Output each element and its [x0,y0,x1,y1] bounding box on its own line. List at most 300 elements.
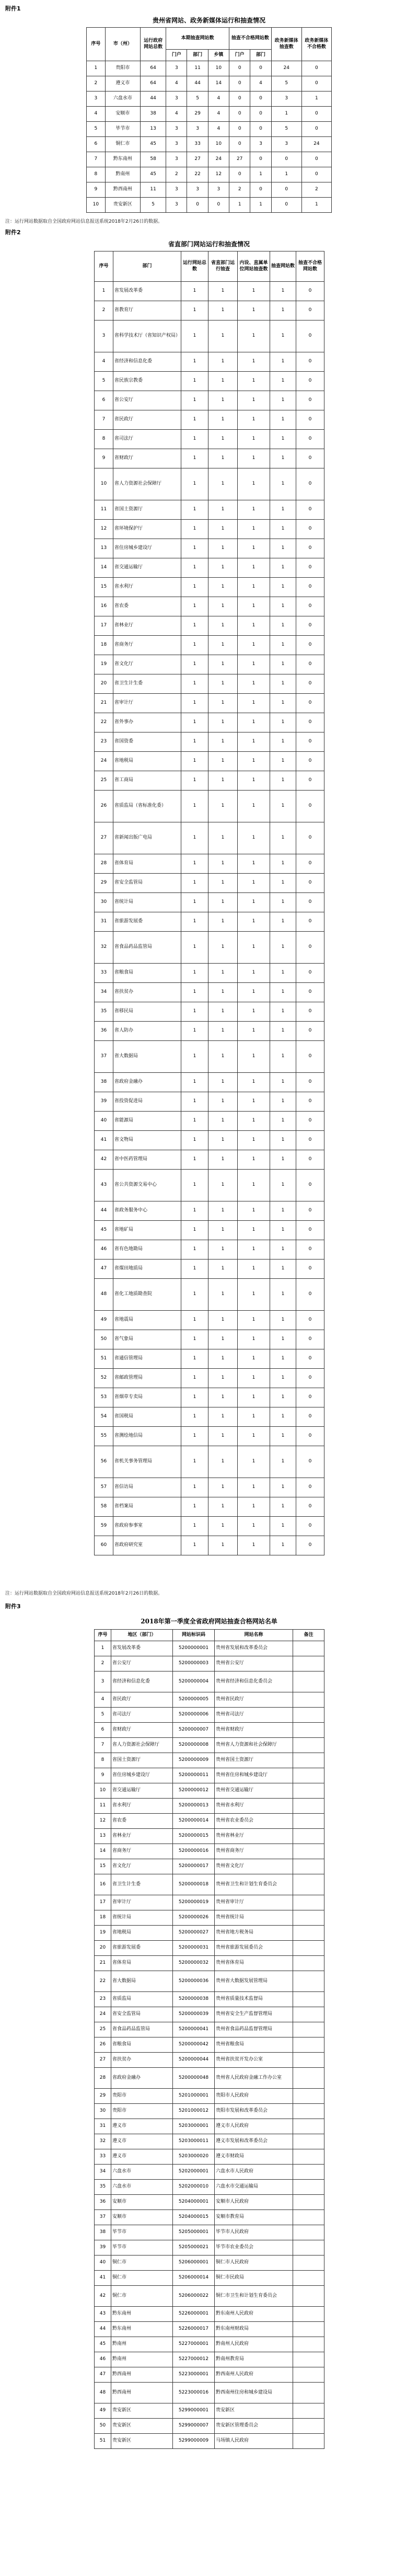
table-cell: 黔西南州 [111,2383,173,2403]
table-cell: 3 [166,152,187,167]
table-cell: 省发展改革委 [113,282,181,301]
table-cell: 1 [238,1427,270,1446]
table-cell: 2 [87,76,106,91]
table-cell: 31 [95,912,113,932]
table-row [95,1092,324,1112]
table-cell: 0 [296,558,324,578]
table-cell: 遵义市财政局 [215,2149,293,2165]
table-row [95,282,324,301]
table-cell: 1 [238,1497,270,1517]
table-row [87,182,332,198]
table-cell: 0 [296,320,324,352]
attachment-1-label: 附件1 [5,5,21,12]
table-cell: 9 [95,449,113,468]
table-cell: 35 [95,2180,111,2195]
table-cell: 1 [181,1369,208,1388]
table-row [95,1671,324,1692]
table-row [95,771,324,791]
table-cell: 0 [296,1311,324,1330]
table-cell [293,1692,324,1708]
table-cell: 4 [95,352,113,372]
table-cell: 46 [95,2352,111,2367]
table-cell: 1 [238,320,270,352]
table-cell: 省安全监管局 [113,874,181,893]
table-cell: 0 [296,1022,324,1041]
table-cell: 0 [296,597,324,616]
table-cell [293,2195,324,2210]
table-cell: 1 [270,578,296,597]
table-cell: 0 [296,1260,324,1279]
table-cell: 1 [238,713,270,732]
table-cell: 省大数据局 [111,1971,173,1992]
table-cell: 铜仁市 [111,2256,173,2271]
table-cell: 16 [95,1874,111,1895]
table-1 [86,27,332,213]
table-cell: 0 [296,468,324,500]
table-cell [293,1971,324,1992]
table-cell: 1 [270,1260,296,1279]
table-cell: 贵州省民政厅 [215,1692,293,1708]
table-cell: 49 [95,1311,113,1330]
table-1-title: 贵州省网站、政务新媒体运行和抽查情况 [152,17,265,24]
table-cell [293,2419,324,2434]
table-cell: 1 [270,1446,296,1478]
table-row [95,636,324,655]
table-cell: 1 [181,1279,208,1311]
table-cell: 1 [238,932,270,964]
table-cell: 1 [238,301,270,320]
table-cell: 0 [271,198,301,213]
table-cell: 黔东南州财政局 [215,2322,293,2337]
table-cell: 45 [95,2337,111,2352]
column-header: 抽查网站数 [270,251,296,282]
table-row [95,1150,324,1170]
header-fail-portal: 门户 [229,50,250,61]
table-cell: 1 [238,1112,270,1131]
table-cell: 贵阳市发展和改革委员会 [215,2104,293,2119]
table-cell: 3 [187,182,208,198]
table-cell: 贵阳市 [105,61,140,76]
table-cell [293,2053,324,2068]
table-cell: 0 [296,932,324,964]
table-row [95,912,324,932]
table-cell: 马场镇人民政府 [215,2434,293,2449]
table-cell: 0 [250,91,271,107]
table-cell: 省农委 [111,1814,173,1829]
table-cell: 1 [270,1407,296,1427]
table-cell: 六盘水市 [111,2180,173,2195]
table-cell: 1 [238,854,270,874]
table-row [95,1446,324,1478]
table-row [95,1992,324,2007]
table-cell: 省民政厅 [111,1692,173,1708]
table-cell: 26 [95,2037,111,2053]
table-cell: 1 [208,1330,238,1349]
table-cell: 1 [181,1170,208,1201]
table-cell: 1 [270,1092,296,1112]
table-cell: 24 [271,61,301,76]
table-cell: 5226000001 [173,2307,215,2322]
table-cell: 11 [95,1799,111,1814]
table-cell: 省扶贫办 [113,983,181,1002]
table-cell: 0 [250,182,271,198]
header-inspected-dept: 部门 [187,50,208,61]
table-cell: 1 [270,597,296,616]
table-cell: 省国资委 [113,732,181,752]
table-cell: 1 [270,912,296,932]
table-row [95,1279,324,1311]
table-cell: 1 [238,1260,270,1279]
table-cell: 5299000009 [173,2434,215,2449]
header-mobile: 政务新媒体抽查数 [271,28,301,61]
table-cell [293,1992,324,2007]
table-cell: 3 [166,122,187,137]
table-cell: 1 [181,1112,208,1131]
table-cell: 0 [296,520,324,539]
table-cell: 贵州省大数据发展管理局 [215,1971,293,1992]
table-cell: 1 [271,107,301,122]
table-cell: 贵安新区 [111,2434,173,2449]
table-cell: 1 [238,468,270,500]
table-cell: 4 [95,1692,111,1708]
table-cell: 0 [296,1112,324,1131]
table-cell: 省文化厅 [113,655,181,674]
table-row [95,1768,324,1783]
table-cell: 56 [95,1446,113,1478]
table-cell: 4 [166,76,187,91]
table-1-note: 注：运行网站数据取自全国政府网站信息报送系统2018年2月26日的数据。 [5,219,163,224]
table-cell: 0 [250,107,271,122]
table-cell: 27 [95,2053,111,2068]
table-row [95,822,324,854]
table-cell: 0 [296,854,324,874]
table-cell: 省旅游发展委 [111,1941,173,1956]
table-row [95,655,324,674]
table-3-title: 2018年第一季度全省政府网站抽查合格网站名单 [141,1618,277,1625]
table-cell: 1 [270,1022,296,1041]
table-cell: 毕节市 [111,2240,173,2256]
table-cell: 5200000017 [173,1859,215,1874]
table-cell: 12 [95,1814,111,1829]
table-cell: 1 [270,694,296,713]
table-cell: 1 [181,372,208,391]
table-cell: 5205000001 [173,2225,215,2240]
table-cell: 安顺市教育局 [215,2210,293,2225]
table-row [95,893,324,912]
table-cell: 3 [166,198,187,213]
table-row [95,1844,324,1859]
table-cell: 省政务服务中心 [113,1201,181,1221]
table-cell: 5204000015 [173,2210,215,2225]
table-cell: 3 [208,182,229,198]
table-cell: 33 [187,137,208,152]
table-cell: 0 [296,752,324,771]
table-cell: 1 [181,597,208,616]
table-cell: 省审计厅 [111,1895,173,1910]
table-cell: 5200000007 [173,1723,215,1738]
table-cell: 1 [270,1536,296,1555]
table-row [95,1859,324,1874]
table-cell: 省文物局 [113,1131,181,1150]
table-cell: 11 [140,182,166,198]
table-cell: 9 [87,182,106,198]
table-cell: 9 [95,1768,111,1783]
table-row [95,2053,324,2068]
table-cell: 5200000031 [173,1941,215,1956]
table-cell: 1 [270,752,296,771]
table-cell: 贵安新区 [111,2403,173,2419]
table-cell: 13 [140,122,166,137]
table-cell: 51 [95,1349,113,1369]
table-cell: 1 [208,430,238,449]
table-cell: 1 [208,1150,238,1170]
table-row [95,1201,324,1221]
table-cell: 黔东南州人民政府 [215,2307,293,2322]
table-cell: 1 [181,578,208,597]
table-cell: 29 [187,107,208,122]
table-cell [293,1895,324,1910]
table-cell: 1 [208,932,238,964]
table-cell: 1 [270,449,296,468]
table-cell [293,1926,324,1941]
table-cell: 1 [238,1349,270,1369]
table-cell: 0 [301,61,331,76]
table-row [95,964,324,983]
table-cell: 30 [95,893,113,912]
table-row [95,1112,324,1131]
table-cell: 4 [250,76,271,91]
table-cell: 1 [208,1311,238,1330]
table-cell [293,1768,324,1783]
table-cell: 10 [87,198,106,213]
table-cell: 23 [95,1992,111,2007]
table-row [95,2225,324,2240]
table-cell: 3 [166,182,187,198]
table-cell: 15 [95,578,113,597]
table-cell: 4 [208,91,229,107]
table-row [95,1971,324,1992]
table-cell: 省人防办 [113,1022,181,1041]
table-cell: 22 [187,167,208,182]
table-cell: 6 [95,391,113,410]
table-cell: 1 [270,1201,296,1221]
table-cell: 省食品药品监管局 [111,2022,173,2037]
table-cell: 64 [140,61,166,76]
table-cell: 黔南州 [111,2352,173,2367]
table-cell [293,2256,324,2271]
table-cell: 5200000012 [173,1783,215,1799]
table-cell: 0 [296,1201,324,1221]
table-cell: 1 [208,597,238,616]
table-cell: 5200000026 [173,1910,215,1926]
table-row [95,1311,324,1330]
table-cell: 黔西南州 [111,2367,173,2383]
table-cell: 1 [270,320,296,352]
table-cell: 43 [95,2307,111,2322]
table-row [95,2322,324,2337]
table-cell: 24 [95,2007,111,2022]
table-cell: 1 [208,1446,238,1478]
table-row [95,2134,324,2149]
table-cell: 44 [95,2322,111,2337]
table-cell: 0 [296,1279,324,1311]
table-cell: 安顺市 [111,2210,173,2225]
table-cell: 黔西南州住房和城乡建设局 [215,2383,293,2403]
table-cell: 贵州省农业委员会 [215,1814,293,1829]
table-cell: 1 [208,352,238,372]
table-cell: 省地税局 [113,752,181,771]
table-cell: 贵州省公安厅 [215,1656,293,1671]
table-row [95,674,324,694]
table-cell: 20 [95,1941,111,1956]
table-cell: 1 [181,874,208,893]
table-cell: 0 [271,182,301,198]
table-cell: 0 [296,1073,324,1092]
table-cell: 37 [95,2210,111,2225]
table-cell: 5200000042 [173,2037,215,2053]
table-cell: 省统计局 [113,893,181,912]
column-header: 网站标识码 [173,1630,215,1641]
table-row [95,983,324,1002]
table-cell: 1 [181,520,208,539]
table-cell: 0 [296,500,324,520]
column-header: 序号 [95,251,113,282]
table-cell: 1 [181,1407,208,1427]
table-cell: 省林业厅 [111,1829,173,1844]
table-cell: 贵安新区管理委员会 [215,2419,293,2434]
table-row [95,320,324,352]
table-cell: 35 [95,1002,113,1022]
table-cell: 0 [296,822,324,854]
table-cell: 3 [166,61,187,76]
table-row [95,2383,324,2403]
table-cell: 1 [270,854,296,874]
table-cell: 5203000011 [173,2134,215,2149]
table-cell: 5206000001 [173,2256,215,2271]
table-cell: 1 [208,301,238,320]
table-cell: 45 [140,167,166,182]
table-cell: 0 [296,1497,324,1517]
table-cell: 1 [270,352,296,372]
attachment-2-label: 附件2 [5,229,21,236]
table-cell: 省通信管理局 [113,1349,181,1369]
table-cell: 0 [296,1330,324,1349]
table-cell: 1 [270,301,296,320]
table-cell: 1 [181,539,208,558]
table-cell: 铜仁市 [111,2271,173,2286]
table-cell: 27 [187,152,208,167]
table-cell: 省发展改革委 [111,1641,173,1656]
table-cell: 1 [208,1478,238,1497]
table-cell: 5227000012 [173,2352,215,2367]
table-cell: 毕节市 [105,122,140,137]
table-row [87,198,332,213]
table-cell: 33 [95,964,113,983]
table-row [95,539,324,558]
table-cell: 19 [95,1926,111,1941]
table-cell [293,2089,324,2104]
table-cell: 0 [296,616,324,636]
table-cell: 1 [208,1407,238,1427]
table-cell [293,2119,324,2134]
table-cell: 贵州省司法厅 [215,1708,293,1723]
table-cell: 0 [296,539,324,558]
table-cell: 省信访局 [113,1478,181,1497]
table-cell: 0 [296,636,324,655]
table-cell: 1 [208,1517,238,1536]
table-cell: 省卫生计生委 [111,1874,173,1895]
table-cell: 45 [95,1221,113,1240]
table-row [95,2068,324,2089]
table-cell: 1 [250,198,271,213]
table-cell: 10 [95,468,113,500]
table-cell: 1 [270,983,296,1002]
table-cell: 0 [296,1478,324,1497]
table-cell: 黔南州 [105,167,140,182]
table-cell: 0 [301,76,331,91]
table-cell: 29 [95,2089,111,2104]
table-row [95,2089,324,2104]
table-cell [293,1783,324,1799]
table-cell: 1 [208,468,238,500]
table-cell: 贵州省文化厅 [215,1859,293,1874]
table-cell: 0 [229,167,250,182]
table-row [87,61,332,76]
table-cell: 5201000012 [173,2104,215,2119]
table-cell: 14 [208,76,229,91]
table-cell: 1 [270,282,296,301]
table-cell: 0 [296,1221,324,1240]
table-cell: 1 [181,1240,208,1260]
table-cell: 36 [95,1022,113,1041]
table-row [95,2022,324,2037]
table-cell: 5 [95,372,113,391]
table-cell: 1 [181,1349,208,1369]
table-cell: 1 [181,352,208,372]
table-row [95,2352,324,2367]
table-cell: 60 [95,1536,113,1555]
table-cell: 3 [166,137,187,152]
table-cell: 1 [208,1427,238,1446]
table-cell: 1 [238,558,270,578]
table-cell: 省审计厅 [113,694,181,713]
table-cell: 8 [95,430,113,449]
table-cell: 23 [95,732,113,752]
table-cell: 3 [271,137,301,152]
table-cell: 贵州省交通运输厅 [215,1783,293,1799]
table-cell: 1 [181,1446,208,1478]
table-cell [293,2149,324,2165]
table-cell: 4 [87,107,106,122]
table-cell: 0 [271,152,301,167]
table-row [95,854,324,874]
table-cell: 5223000001 [173,2367,215,2383]
table-cell: 1 [208,1369,238,1388]
table-cell: 4 [166,107,187,122]
table-cell: 1 [181,282,208,301]
table-cell: 10 [208,61,229,76]
table-cell: 1 [238,874,270,893]
table-row [95,1022,324,1041]
table-cell: 贵州省食品药品监督管理局 [215,2022,293,2037]
table-cell: 1 [208,822,238,854]
table-cell: 遵义市 [111,2119,173,2134]
table-row [95,430,324,449]
table-cell: 30 [95,2104,111,2119]
table-row [87,122,332,137]
table-cell: 1 [181,983,208,1002]
header-fail-dept: 部门 [250,50,271,61]
